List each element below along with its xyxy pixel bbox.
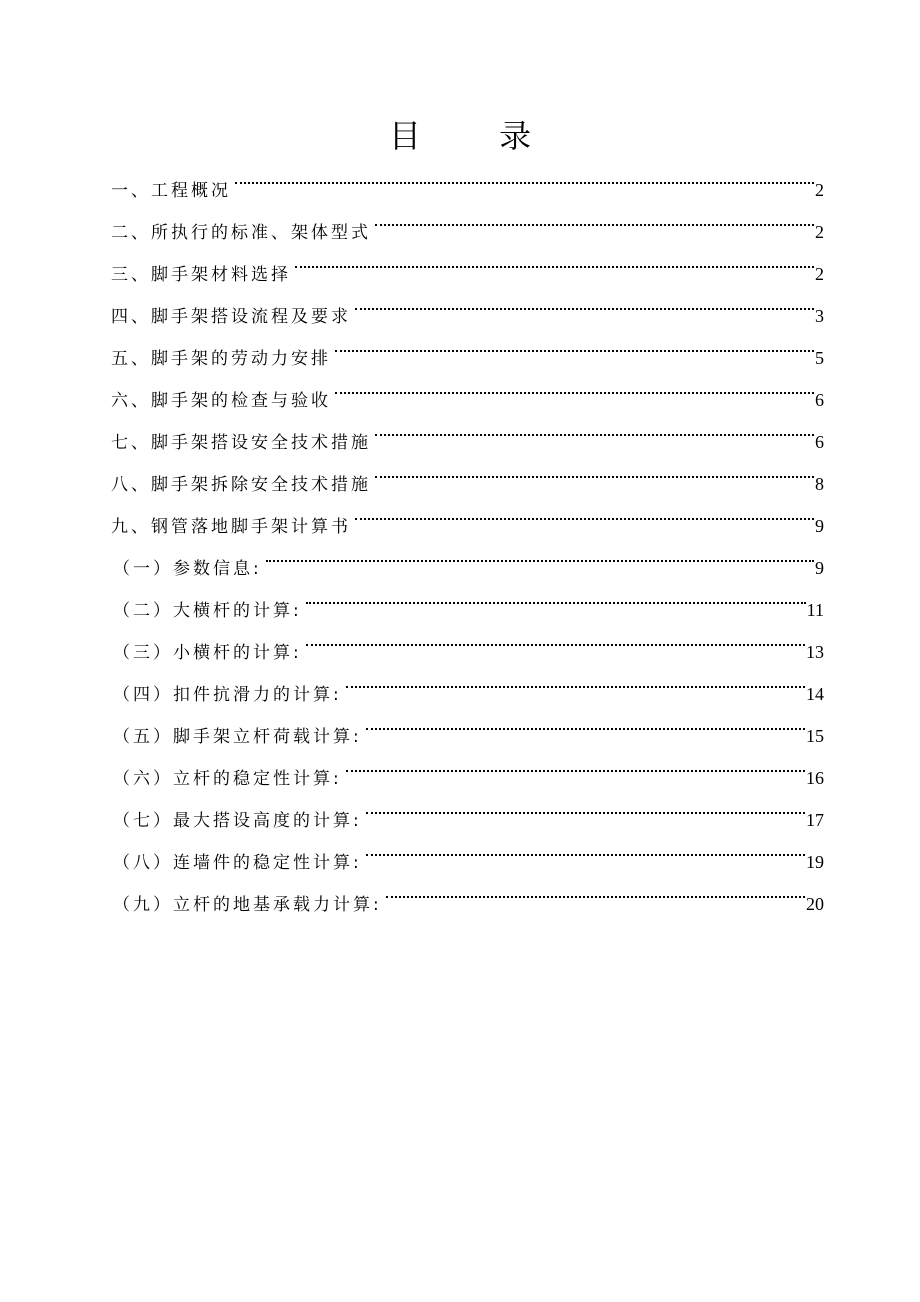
toc-entry-label: 七、脚手架搭设安全技术措施	[111, 433, 371, 453]
toc-dot-leader	[306, 616, 805, 658]
toc-entry-label: 九、钢管落地脚手架计算书	[111, 517, 351, 537]
toc-entry-label: （三）小横杆的计算:	[113, 643, 302, 663]
toc-entry-page-number: 15	[806, 726, 824, 746]
toc-entry-page-number: 2	[815, 222, 824, 242]
toc-entry-page-number: 19	[806, 852, 824, 872]
toc-entry-page-number: 3	[815, 306, 824, 326]
toc-dot-leader	[235, 154, 814, 196]
toc-dot-leader	[346, 742, 805, 784]
toc-dot-leader	[355, 490, 814, 532]
toc-entry-label: 四、脚手架搭设流程及要求	[111, 307, 351, 327]
toc-entry-page-number: 14	[806, 684, 824, 704]
toc-entry-page-number: 6	[815, 390, 824, 410]
toc-entry-label: 三、脚手架材料选择	[111, 265, 291, 285]
toc-dot-leader	[375, 448, 814, 490]
toc-entry-label: （二）大横杆的计算:	[113, 601, 302, 621]
toc-entry-page-number: 9	[815, 516, 824, 536]
toc-dot-leader	[335, 322, 814, 364]
toc-dot-leader	[366, 700, 805, 742]
toc-dot-leader	[335, 364, 814, 406]
toc-dot-leader	[386, 868, 805, 910]
toc-dot-leader	[266, 532, 814, 574]
toc-entry-label: 八、脚手架拆除安全技术措施	[111, 475, 371, 495]
toc-dot-leader	[306, 574, 806, 616]
toc-entry-label: （九）立杆的地基承载力计算:	[113, 895, 382, 915]
toc-dot-leader	[375, 196, 814, 238]
toc-entry-label: （一）参数信息:	[113, 559, 262, 579]
toc-entry-label: 二、所执行的标准、架体型式	[111, 223, 371, 243]
toc-entry-label: （五）脚手架立杆荷载计算:	[113, 727, 362, 747]
toc-dot-leader	[295, 238, 814, 280]
toc-entry-page-number: 2	[815, 264, 824, 284]
toc-entry-page-number: 6	[815, 432, 824, 452]
toc-entry-label: （四）扣件抗滑力的计算:	[113, 685, 342, 705]
toc-title: 目 录	[388, 117, 566, 155]
toc-dot-leader	[346, 658, 805, 700]
toc-entry-page-number: 8	[815, 474, 824, 494]
toc-entry-page-number: 17	[806, 810, 824, 830]
toc-entry[interactable]	[111, 154, 824, 201]
toc-entry-label: 五、脚手架的劳动力安排	[111, 349, 331, 369]
toc-entry-page-number: 13	[806, 642, 824, 662]
toc-dot-leader	[375, 406, 814, 448]
toc-entry-label: （八）连墙件的稳定性计算:	[113, 853, 362, 873]
toc-entry-page-number: 2	[815, 180, 824, 200]
toc-entry-page-number: 16	[806, 768, 824, 788]
toc-entry-page-number: 11	[806, 600, 824, 620]
toc-entry-label: 六、脚手架的检查与验收	[111, 391, 331, 411]
toc-entry-label: 一、工程概况	[111, 181, 231, 201]
table-of-contents	[111, 154, 824, 915]
toc-entry-label: （六）立杆的稳定性计算:	[113, 769, 342, 789]
toc-dot-leader	[366, 826, 805, 868]
toc-dot-leader	[355, 280, 814, 322]
toc-dot-leader	[366, 784, 805, 826]
toc-entry-page-number: 5	[815, 348, 824, 368]
toc-entry-page-number: 20	[806, 894, 824, 914]
toc-entry-label: （七）最大搭设高度的计算:	[113, 811, 362, 831]
toc-entry-page-number: 9	[815, 558, 824, 578]
